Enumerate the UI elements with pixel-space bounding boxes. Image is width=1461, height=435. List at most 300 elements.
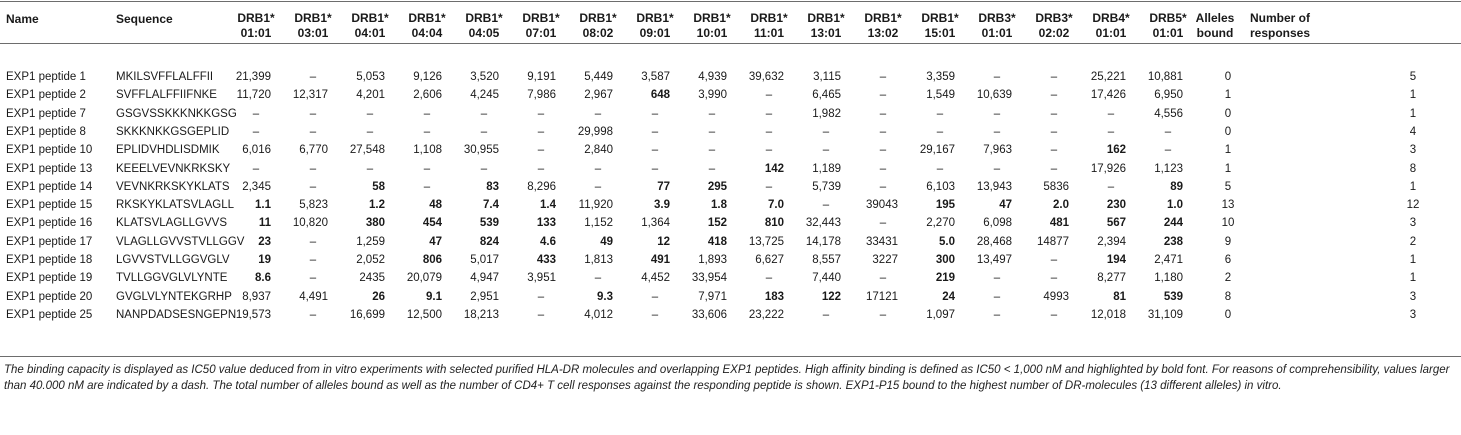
- ic50-value: 49: [600, 235, 613, 248]
- column-header-line1: DRB1*: [351, 11, 389, 25]
- peptide-name: EXP1 peptide 7: [6, 107, 86, 120]
- ic50-value: 295: [707, 180, 727, 193]
- column-header: [978, 11, 1015, 41]
- ic50-value: –: [423, 162, 431, 175]
- ic50-value: 380: [365, 217, 385, 230]
- column-header: [351, 11, 388, 41]
- ic50-value: –: [480, 162, 488, 175]
- ic50-value: –: [1107, 180, 1115, 193]
- ic50-value: 28,468: [976, 235, 1012, 248]
- ic50-value: 2,052: [356, 254, 385, 266]
- ic50-value: –: [252, 107, 260, 120]
- ic50-value: 7,971: [698, 290, 727, 303]
- ic50-value: 11: [258, 217, 271, 230]
- peptide-sequence: SKKKNKKGSGEPLID: [116, 125, 230, 138]
- ic50-value: –: [423, 125, 431, 138]
- column-header-line1: DRB1*: [636, 11, 674, 25]
- ic50-value: 2,951: [470, 290, 499, 303]
- ic50-value: 32,443: [805, 217, 841, 230]
- ic50-value: 824: [479, 235, 499, 248]
- ic50-value: 48: [429, 199, 442, 212]
- ic50-value: –: [537, 162, 545, 175]
- ic50-value: 1,893: [698, 254, 727, 266]
- table-bottom-rule: [0, 356, 1461, 357]
- ic50-value: 1.1: [255, 199, 271, 212]
- ic50-value: 2,471: [1154, 254, 1183, 266]
- ic50-value: –: [423, 107, 431, 120]
- ic50-value: 142: [764, 162, 784, 175]
- column-header: [750, 11, 787, 41]
- ic50-value: 4,491: [299, 290, 328, 303]
- column-header: [294, 11, 331, 41]
- ic50-value: –: [993, 272, 1001, 285]
- ic50-value: –: [765, 89, 773, 102]
- ic50-value: 6,016: [242, 144, 271, 157]
- ic50-value: –: [1164, 125, 1172, 138]
- ic50-value: –: [480, 107, 488, 120]
- ic50-value: 300: [935, 254, 955, 266]
- ic50-value: –: [879, 144, 887, 157]
- column-header-line2: 01:01: [1095, 26, 1127, 40]
- column-header: [921, 11, 958, 41]
- ic50-value: 6,465: [812, 89, 841, 102]
- ic50-value: 7,963: [983, 144, 1012, 157]
- peptide-sequence: VLAGLLGVVSTVLLGGV: [116, 235, 245, 248]
- ic50-value: 481: [1049, 217, 1069, 230]
- ic50-value: 433: [536, 254, 556, 266]
- ic50-value: 20,079: [406, 272, 442, 285]
- column-header-line2: 13:02: [867, 26, 899, 40]
- ic50-value: 8.6: [255, 272, 271, 285]
- ic50-value: –: [765, 107, 773, 120]
- ic50-value: –: [594, 272, 602, 285]
- ic50-value: 5,823: [299, 199, 328, 212]
- column-header-line2: 15:01: [924, 26, 956, 40]
- ic50-value: 3,520: [470, 71, 499, 83]
- column-header: [116, 12, 173, 27]
- column-header-line1: DRB1*: [864, 11, 902, 25]
- ic50-value: 2,394: [1097, 235, 1126, 248]
- responses-value: 3: [1409, 144, 1417, 157]
- table-footnote: The binding capacity is displayed as IC50 value deduced from in vitro experiments with selected purified HLA-DR molecules and overlapping EXP1 peptides. High affinity binding is defined as IC50 < 1,000 nM and highlighted by bold font. For reasons of comprehensibility, values larger than 40.000 nM are indicated by a dash. The total number of alleles bound as well as the number of CD4+ T cell responses against the responding peptide is shown. EXP1-P15 bound to the highest number of DR-molecules (13 different alleles) in vitro.: [4, 364, 1450, 392]
- column-header: [237, 11, 274, 41]
- table-header-rule: [0, 43, 1461, 44]
- peptide-sequence: TVLLGGVGLVLYNTE: [116, 272, 228, 285]
- ic50-value: 33,954: [691, 272, 727, 285]
- column-header: [408, 11, 445, 41]
- ic50-value: 244: [1163, 217, 1183, 230]
- ic50-value: 4,012: [584, 308, 613, 321]
- column-header: [579, 11, 616, 41]
- column-header-line2: bound: [1196, 26, 1234, 40]
- ic50-value: 539: [1163, 290, 1183, 303]
- ic50-value: 1.0: [1167, 199, 1183, 212]
- ic50-value: –: [594, 162, 602, 175]
- ic50-value: 25,221: [1090, 71, 1126, 83]
- ic50-value: –: [765, 180, 773, 193]
- column-header-line1: DRB3*: [978, 11, 1016, 25]
- ic50-value: 5.0: [939, 235, 955, 248]
- table-row: [0, 196, 1461, 214]
- peptide-name: EXP1 peptide 2: [6, 89, 86, 102]
- ic50-value: 23,222: [748, 308, 784, 321]
- table-row: [0, 251, 1461, 269]
- peptide-name: EXP1 peptide 15: [6, 199, 93, 212]
- column-header-line2: 01:01: [240, 26, 272, 40]
- ic50-value: –: [822, 199, 830, 212]
- ic50-value: 89: [1170, 180, 1183, 193]
- ic50-value: –: [765, 144, 773, 157]
- ic50-value: –: [1050, 89, 1058, 102]
- column-header-line2: 03:01: [297, 26, 329, 40]
- peptide-name: EXP1 peptide 25: [6, 308, 93, 321]
- ic50-value: –: [309, 180, 317, 193]
- ic50-value: –: [651, 144, 659, 157]
- ic50-value: 17121: [866, 290, 898, 303]
- ic50-value: –: [822, 125, 830, 138]
- ic50-value: 1,180: [1154, 272, 1183, 285]
- ic50-value: –: [936, 125, 944, 138]
- alleles-bound-value: 2: [1224, 272, 1232, 285]
- ic50-value: 1,982: [812, 107, 841, 120]
- ic50-value: 29,167: [919, 144, 955, 157]
- peptide-name: EXP1 peptide 16: [6, 217, 93, 230]
- table-row: [0, 288, 1461, 306]
- column-header-line1: DRB5*: [1149, 11, 1187, 25]
- ic50-value: 47: [429, 235, 442, 248]
- column-header: [1250, 11, 1310, 41]
- ic50-value: –: [879, 180, 887, 193]
- ic50-value: 21,399: [235, 71, 271, 83]
- ic50-value: 14,178: [805, 235, 841, 248]
- column-header: [1196, 11, 1235, 41]
- ic50-value: 1.8: [711, 199, 727, 212]
- ic50-value: –: [309, 125, 317, 138]
- ic50-value: 77: [657, 180, 670, 193]
- column-header-line1: DRB1*: [693, 11, 731, 25]
- ic50-value: 7,986: [527, 89, 556, 102]
- peptide-sequence: NANPDADSESNGEPN: [116, 308, 237, 321]
- responses-value: 3: [1409, 308, 1417, 321]
- ic50-value: –: [879, 107, 887, 120]
- ic50-value: –: [651, 107, 659, 120]
- ic50-value: –: [1107, 125, 1115, 138]
- column-header-line1: Name: [6, 12, 39, 26]
- ic50-value: –: [936, 107, 944, 120]
- ic50-value: –: [1050, 254, 1058, 266]
- responses-value: 4: [1409, 125, 1417, 138]
- ic50-value: –: [879, 89, 887, 102]
- ic50-value: –: [309, 254, 317, 266]
- peptide-sequence: VEVNKRKSKYKLATS: [116, 180, 230, 193]
- ic50-value: –: [1050, 308, 1058, 321]
- ic50-value: 1,813: [584, 254, 613, 266]
- ic50-value: 16,699: [349, 308, 385, 321]
- column-header-line1: DRB3*: [1035, 11, 1073, 25]
- alleles-bound-value: 5: [1224, 180, 1232, 193]
- peptide-sequence: KLATSVLAGLLGVVS: [116, 217, 228, 230]
- column-header: [1149, 11, 1186, 41]
- ic50-value: 8,277: [1097, 272, 1126, 285]
- ic50-value: –: [309, 162, 317, 175]
- peptide-name: EXP1 peptide 14: [6, 180, 93, 193]
- ic50-value: 83: [486, 180, 499, 193]
- ic50-value: 17,926: [1090, 162, 1126, 175]
- alleles-bound-value: 0: [1224, 71, 1232, 83]
- ic50-value: 5,017: [470, 254, 499, 266]
- responses-value: 8: [1409, 162, 1417, 175]
- alleles-bound-value: 0: [1224, 308, 1232, 321]
- column-header-line2: 04:04: [411, 26, 443, 40]
- responses-value: 1: [1409, 180, 1417, 193]
- ic50-value: 18,213: [463, 308, 499, 321]
- ic50-value: 1,189: [812, 162, 841, 175]
- ic50-value: 491: [650, 254, 670, 266]
- ic50-value: 454: [422, 217, 442, 230]
- ic50-value: 6,098: [983, 217, 1012, 230]
- peptide-sequence: GVGLVLYNTEKGRHP: [116, 290, 232, 303]
- ic50-value: 230: [1106, 199, 1126, 212]
- column-header-line1: DRB1*: [750, 11, 788, 25]
- ic50-value: –: [879, 162, 887, 175]
- ic50-value: 47: [999, 199, 1012, 212]
- ic50-value: 2,270: [926, 217, 955, 230]
- ic50-value: 195: [935, 199, 955, 212]
- ic50-value: –: [423, 180, 431, 193]
- peptide-name: EXP1 peptide 20: [6, 290, 93, 303]
- ic50-value: 9.1: [426, 290, 442, 303]
- alleles-bound-value: 0: [1224, 107, 1232, 120]
- table-row: [0, 68, 1461, 86]
- ic50-value: 183: [764, 290, 784, 303]
- alleles-bound-value: 0: [1224, 125, 1232, 138]
- ic50-value: 122: [821, 290, 841, 303]
- ic50-value: 2,345: [242, 180, 271, 193]
- ic50-value: 3.9: [654, 199, 670, 212]
- ic50-value: –: [1050, 71, 1058, 83]
- ic50-value: –: [822, 308, 830, 321]
- ic50-value: –: [1050, 107, 1058, 120]
- column-header-line1: DRB1*: [579, 11, 617, 25]
- ic50-value: 133: [536, 217, 556, 230]
- ic50-value: 162: [1106, 144, 1126, 157]
- ic50-value: –: [708, 107, 716, 120]
- ic50-value: 219: [935, 272, 955, 285]
- column-header: [6, 12, 39, 27]
- table-row: [0, 160, 1461, 178]
- ic50-value: –: [879, 125, 887, 138]
- responses-value: 1: [1409, 107, 1417, 120]
- ic50-value: 3,951: [527, 272, 556, 285]
- column-header: [693, 11, 730, 41]
- alleles-bound-value: 1: [1224, 162, 1232, 175]
- column-header-line1: DRB1*: [294, 11, 332, 25]
- peptide-sequence: KEEELVEVNKRKSKY: [116, 162, 231, 175]
- ic50-value: 19: [258, 254, 271, 266]
- ic50-value: 30,955: [463, 144, 499, 157]
- ic50-value: 3,990: [698, 89, 727, 102]
- ic50-value: 4,201: [356, 89, 385, 102]
- ic50-value: 4,556: [1154, 107, 1183, 120]
- peptide-sequence: MKILSVFFLALFFII: [116, 71, 214, 83]
- ic50-value: 5,053: [356, 71, 385, 83]
- ic50-value: 9,191: [527, 71, 556, 83]
- ic50-value: –: [879, 272, 887, 285]
- alleles-bound-value: 10: [1221, 217, 1235, 230]
- ic50-value: –: [366, 107, 374, 120]
- ic50-value: 10,881: [1147, 71, 1183, 83]
- ic50-value: 9.3: [597, 290, 613, 303]
- responses-value: 3: [1409, 217, 1417, 230]
- ic50-value: 2.0: [1053, 199, 1069, 212]
- ic50-value: 8,937: [242, 290, 271, 303]
- column-header-line1: DRB1*: [807, 11, 845, 25]
- ic50-value: 4.6: [540, 235, 556, 248]
- ic50-value: 6,950: [1154, 89, 1183, 102]
- peptide-name: EXP1 peptide 1: [6, 71, 86, 83]
- ic50-value: 17,426: [1090, 89, 1126, 102]
- ic50-value: –: [765, 272, 773, 285]
- alleles-bound-value: 1: [1224, 89, 1232, 102]
- ic50-value: 23: [258, 235, 271, 248]
- ic50-value: 13,497: [976, 254, 1012, 266]
- ic50-value: 58: [372, 180, 385, 193]
- ic50-value: 7,440: [812, 272, 841, 285]
- ic50-value: 3,587: [641, 71, 670, 83]
- ic50-value: 33431: [866, 235, 898, 248]
- column-header-line1: Alleles: [1195, 11, 1235, 25]
- ic50-value: 13,725: [748, 235, 784, 248]
- ic50-value: 33,606: [691, 308, 727, 321]
- ic50-value: 1,152: [584, 217, 613, 230]
- ic50-value: 539: [479, 217, 499, 230]
- column-header: [465, 11, 502, 41]
- ic50-value: –: [366, 162, 374, 175]
- ic50-value: 26: [372, 290, 385, 303]
- column-header-line2: 04:01: [354, 26, 386, 40]
- column-header-line2: 08:02: [582, 26, 614, 40]
- column-header: [636, 11, 673, 41]
- ic50-value: –: [651, 308, 659, 321]
- column-header-line2: 04:05: [468, 26, 500, 40]
- peptide-name: EXP1 peptide 10: [6, 144, 93, 157]
- ic50-value: 8,296: [527, 180, 556, 193]
- ic50-value: –: [366, 125, 374, 138]
- ic50-value: –: [993, 107, 1001, 120]
- ic50-value: 29,998: [577, 125, 613, 138]
- column-header: [1092, 11, 1129, 41]
- peptide-sequence: RKSKYKLATSVLAGLL: [116, 199, 235, 212]
- ic50-value: 12: [657, 235, 670, 248]
- alleles-bound-value: 6: [1224, 254, 1232, 266]
- ic50-value: –: [309, 235, 317, 248]
- column-header-line2: responses: [1249, 26, 1311, 40]
- ic50-value: –: [1164, 144, 1172, 157]
- alleles-bound-value: 8: [1224, 290, 1232, 303]
- ic50-value: 11,920: [578, 199, 613, 212]
- ic50-value: –: [309, 107, 317, 120]
- column-header-line2: 02:02: [1038, 26, 1070, 40]
- ic50-value: –: [765, 125, 773, 138]
- ic50-value: 4,939: [698, 71, 727, 83]
- ic50-value: 13,943: [976, 180, 1012, 193]
- ic50-value: –: [993, 290, 1001, 303]
- table-row: [0, 105, 1461, 123]
- ic50-value: 19,573: [235, 308, 271, 321]
- ic50-value: 806: [422, 254, 442, 266]
- ic50-value: 5,449: [584, 71, 613, 83]
- table-row: [0, 269, 1461, 287]
- peptide-name: EXP1 peptide 8: [6, 125, 86, 138]
- responses-value: 3: [1409, 290, 1417, 303]
- ic50-value: 14877: [1037, 235, 1069, 248]
- ic50-value: 11,720: [236, 89, 271, 102]
- ic50-value: –: [480, 125, 488, 138]
- peptide-sequence: LGVVSTVLLGGVGLV: [116, 254, 230, 266]
- alleles-bound-value: 13: [1221, 199, 1235, 212]
- alleles-bound-value: 9: [1224, 235, 1232, 248]
- ic50-value: –: [651, 162, 659, 175]
- ic50-value: 567: [1106, 217, 1126, 230]
- ic50-value: 152: [707, 217, 727, 230]
- ic50-value: –: [309, 272, 317, 285]
- ic50-value: 6,103: [926, 180, 955, 193]
- ic50-value: 1,108: [413, 144, 442, 157]
- ic50-value: 4993: [1043, 290, 1069, 303]
- ic50-value: –: [537, 107, 545, 120]
- ic50-value: 1.4: [540, 199, 556, 212]
- column-header-line2: 09:01: [639, 26, 671, 40]
- table-row: [0, 86, 1461, 104]
- ic50-value: –: [708, 144, 716, 157]
- responses-value: 12: [1406, 199, 1420, 212]
- peptide-name: EXP1 peptide 13: [6, 162, 93, 175]
- column-header-line2: 10:01: [696, 26, 728, 40]
- ic50-value: –: [993, 71, 1001, 83]
- peptide-name: EXP1 peptide 17: [6, 235, 93, 248]
- ic50-value: –: [1050, 272, 1058, 285]
- ic50-value: 3,115: [813, 71, 841, 83]
- ic50-value: –: [594, 107, 602, 120]
- peptide-name: EXP1 peptide 19: [6, 272, 93, 285]
- ic50-value: 12,500: [406, 308, 442, 321]
- column-header: [864, 11, 901, 41]
- ic50-value: 2435: [359, 272, 385, 285]
- peptide-sequence: GSGVSSKKKNKKGSG: [116, 107, 237, 120]
- ic50-value: 2,967: [584, 89, 613, 102]
- ic50-value: 12,018: [1090, 308, 1126, 321]
- ic50-value: 2,840: [584, 144, 613, 157]
- peptide-sequence: SVFFLALFFIIFNKE: [116, 89, 217, 102]
- column-header-line2: 01:01: [981, 26, 1013, 40]
- ic50-value: –: [252, 125, 260, 138]
- ic50-value: 1,364: [641, 217, 670, 230]
- column-header-line1: Sequence: [116, 12, 173, 26]
- table-header-row: [0, 0, 1461, 42]
- ic50-value: 1,123: [1154, 162, 1183, 175]
- ic50-value: –: [651, 290, 659, 303]
- ic50-value: –: [594, 180, 602, 193]
- ic50-value: 648: [650, 89, 670, 102]
- ic50-value: 6,627: [755, 254, 784, 266]
- column-header-line1: DRB1*: [237, 11, 275, 25]
- column-header-line1: DRB1*: [465, 11, 503, 25]
- ic50-value: –: [879, 217, 887, 230]
- ic50-value: –: [252, 162, 260, 175]
- ic50-value: 238: [1163, 235, 1183, 248]
- responses-value: 2: [1409, 235, 1417, 248]
- ic50-value: –: [537, 144, 545, 157]
